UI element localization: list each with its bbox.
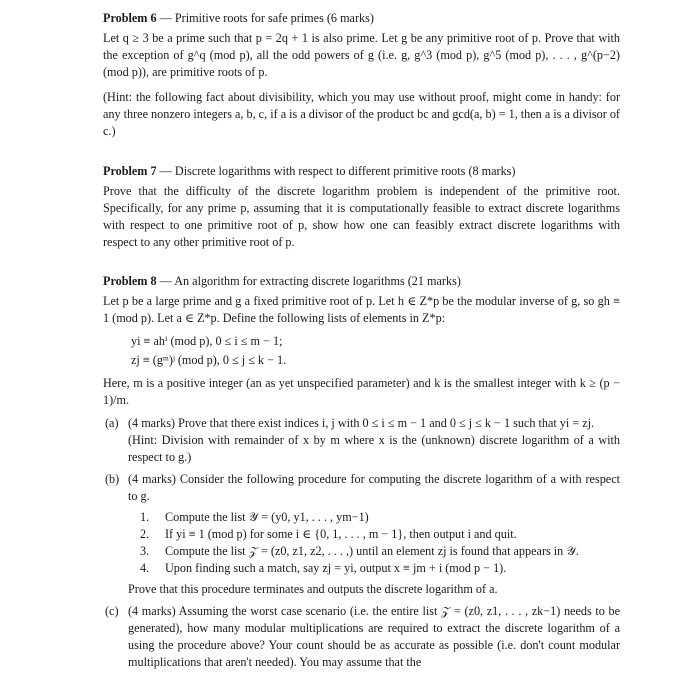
procedure-step <box>128 543 620 560</box>
procedure-step <box>128 560 620 577</box>
problem-6-title-rest: — Primitive roots for safe primes (6 marks) <box>156 11 374 25</box>
part-b-label: (b) <box>105 472 120 486</box>
procedure-step <box>128 526 620 543</box>
step-text: Upon finding such a match, say zj = yi, output x ≡ jm + i (mod p − 1). <box>165 561 507 575</box>
problem-7-title-bold: Problem 7 <box>103 164 157 178</box>
problem-8-title-rest: — An algorithm for extracting discrete logarithms (21 marks) <box>156 274 461 288</box>
step-text: Compute the list 𝒵 = (z0, z1, z2, . . . ,) until an element zj is found that appears in 𝒴. <box>165 544 579 558</box>
problem-6 <box>103 10 620 140</box>
part-a <box>103 415 620 466</box>
procedure-steps <box>128 509 620 577</box>
problem-8-parameters: Here, m is a positive integer (an as yet unspecified parameter) and k is the smallest integer with k ≥ (p − 1)/m. <box>103 376 620 407</box>
part-c-text: (4 marks) Assuming the worst case scenario (i.e. the entire list 𝒵 = (z0, z1, . . . , zk−1) needs to be generated), how many modular multiplications are required to extract the discrete logarithm of a using the procedure above? Your count should be as accurate as possible (i.e. don't count modular multiplications that aren't needed). You may assume that the <box>128 604 620 669</box>
part-a-label: (a) <box>105 416 119 430</box>
problem-6-hint: (Hint: the following fact about divisibility, which you may use without proof, might come in handy: for any three nonzero integers a, b, c, if a is a divisor of the product bc and gcd(a, b) = 1, then a is a divisor of c.) <box>103 90 620 138</box>
part-b-tail: Prove that this procedure terminates and outputs the discrete logarithm of a. <box>128 582 498 596</box>
problem-7-title-rest: — Discrete logarithms with respect to different primitive roots (8 marks) <box>156 164 516 178</box>
step-number: 4. <box>140 561 150 575</box>
step-text: Compute the list 𝒴 = (y0, y1, . . . , ym−1) <box>165 510 369 524</box>
problem-6-body: Let q ≥ 3 be a prime such that p = 2q + 1 is also prime. Let g be any primitive root of p. Prove that with the exception of g^q (mod p), all the odd powers of g (i.e. g, g^3 (mod p), g^5 (mod p), . . . , g^(p−2) (mod p)), are primitive roots of p. <box>103 31 620 79</box>
equation-z: zj ≡ (gᵐ)ʲ (mod p), 0 ≤ j ≤ k − 1. <box>131 353 287 367</box>
problem-8 <box>103 273 620 676</box>
part-b <box>103 471 620 598</box>
problem-7 <box>103 163 620 251</box>
equation-y: yi ≡ ahⁱ (mod p), 0 ≤ i ≤ m − 1; <box>131 334 283 348</box>
problem-7-heading <box>103 163 620 180</box>
part-b-text: (4 marks) Consider the following procedure for computing the discrete logarithm of a with respect to g. <box>128 472 620 503</box>
step-number: 2. <box>140 527 150 541</box>
problem-8-title-bold: Problem 8 <box>103 274 157 288</box>
procedure-step <box>128 509 620 526</box>
problem-8-heading <box>103 273 620 290</box>
part-a-text: (4 marks) Prove that there exist indices i, j with 0 ≤ i ≤ m − 1 and 0 ≤ j ≤ k − 1 such that yi = zj. <box>128 416 595 430</box>
part-c <box>103 603 620 671</box>
part-c-label: (c) <box>105 604 119 618</box>
step-text: If yi ≡ 1 (mod p) for some i ∈ {0, 1, . . . , m − 1}, then output i and quit. <box>165 527 517 541</box>
problem-6-title-bold: Problem 6 <box>103 11 157 25</box>
problem-6-heading <box>103 10 620 27</box>
part-a-hint: (Hint: Division with remainder of x by m where x is the (unknown) discrete logarithm of a with respect to g.) <box>128 433 620 464</box>
problem-7-body: Prove that the difficulty of the discrete logarithm problem is independent of the primitive root. Specifically, for any prime p, assuming that it is computationally feasible to extract discrete logarithms with respect to one primitive root of p, show how one can feasibly extract discrete logarithms with respect to any other primitive root of p. <box>103 184 620 249</box>
step-number: 1. <box>140 510 150 524</box>
part-list <box>103 415 620 671</box>
step-number: 3. <box>140 544 150 558</box>
problem-8-intro: Let p be a large prime and g a fixed primitive root of p. Let h ∈ Z*p be the modular inverse of g, so gh ≡ 1 (mod p). Let a ∈ Z*p. Define the following lists of elements in Z*p: <box>103 294 620 325</box>
